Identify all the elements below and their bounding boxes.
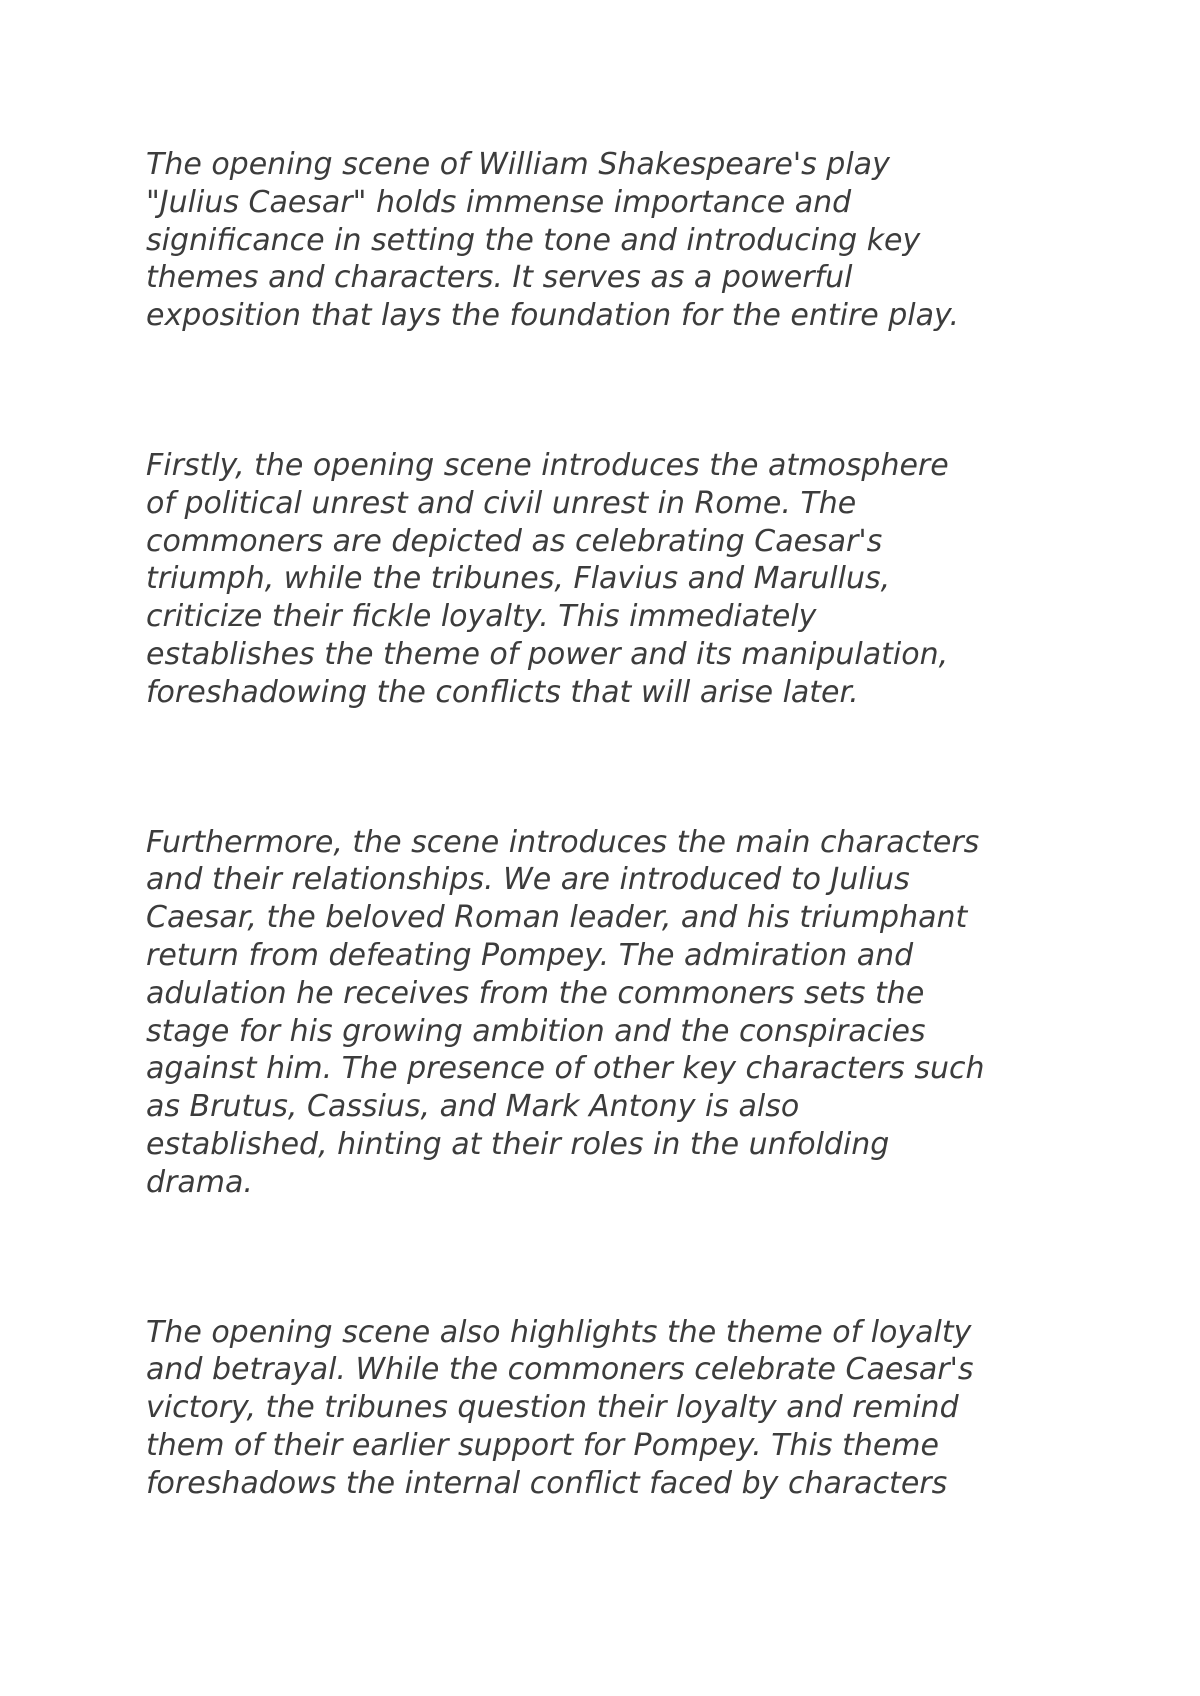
paragraph-line: Caesar, the beloved Roman leader, and his triumphant — [146, 900, 968, 936]
paragraph-line: drama. — [146, 1164, 253, 1200]
paragraph-line: significance in setting the tone and introducing key — [146, 222, 921, 258]
paragraph-line: of political unrest and civil unrest in Rome. The — [146, 485, 857, 521]
paragraph-line: established, hinting at their roles in the unfolding — [146, 1126, 890, 1162]
paragraph-line: criticize their fickle loyalty. This immediately — [146, 599, 817, 635]
paragraph-line: establishes the theme of power and its manipulation, — [146, 636, 949, 672]
paragraph-line: as Brutus, Cassius, and Mark Antony is also — [146, 1089, 800, 1125]
paragraph-line: foreshadows the internal conflict faced by characters — [146, 1465, 948, 1501]
paragraph-line: them of their earlier support for Pompey. This theme — [146, 1427, 939, 1463]
paragraph-line: "Julius Caesar" holds immense importance and — [146, 184, 852, 220]
paragraph-line: exposition that lays the foundation for the entire play. — [146, 298, 959, 334]
paragraph-line: commoners are depicted as celebrating Caesar's — [146, 523, 883, 559]
paragraph-line: Furthermore, the scene introduces the main characters — [146, 824, 980, 860]
paragraph-2 — [146, 447, 1076, 712]
paragraph-line: The opening scene of William Shakespeare's play — [146, 147, 890, 182]
document-body — [146, 146, 1076, 1503]
paragraph-3 — [146, 824, 1076, 1202]
paragraph-line: stage for his growing ambition and the conspiracies — [146, 1013, 926, 1049]
paragraph-line: The opening scene also highlights the theme of loyalty — [146, 1314, 972, 1350]
paragraph-1 — [146, 146, 1076, 335]
paragraph-line: triumph, while the tribunes, Flavius and Marullus, — [146, 561, 891, 597]
paragraph-line: victory, the tribunes question their loyalty and remind — [146, 1390, 959, 1426]
paragraph-line: adulation he receives from the commoners sets the — [146, 975, 925, 1011]
paragraph-line: foreshadowing the conflicts that will arise later. — [146, 674, 859, 710]
paragraph-line: return from defeating Pompey. The admiration and — [146, 937, 914, 973]
paragraph-4 — [146, 1314, 1076, 1503]
paragraph-line: Firstly, the opening scene introduces the atmosphere — [146, 447, 949, 483]
paragraph-line: and betrayal. While the commoners celebrate Caesar's — [146, 1352, 974, 1388]
paragraph-line: themes and characters. It serves as a powerful — [146, 260, 853, 296]
paragraph-line: against him. The presence of other key characters such — [146, 1051, 985, 1087]
paragraph-line: and their relationships. We are introduced to Julius — [146, 862, 910, 898]
